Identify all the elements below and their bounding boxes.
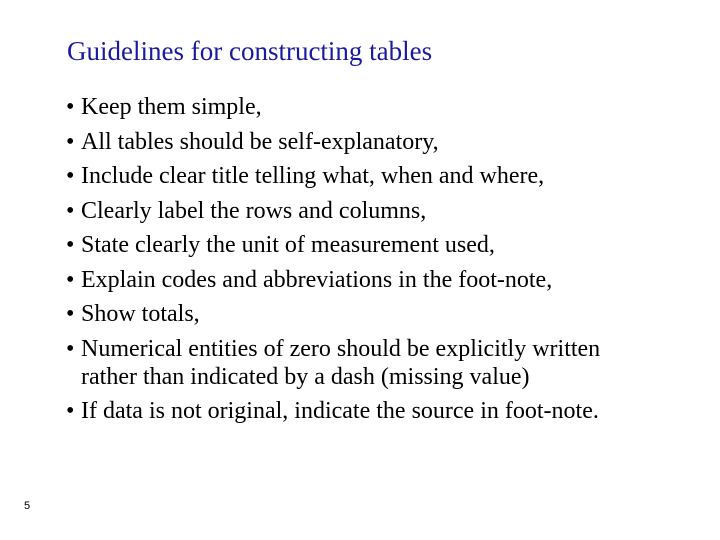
bullet-marker: • [66,266,75,293]
bullet-marker: • [66,301,75,327]
bullet-text: Numerical entities of zero should be explicitly written rather than indicated by a dash (missing value) [81,335,601,390]
bullet-marker: • [66,94,75,120]
bullet-marker: • [66,232,75,258]
bullet-text: If data is not original, indicate the source in foot-note. [81,397,599,424]
bullet-marker: • [66,335,75,362]
bullet-marker: • [66,197,75,224]
bullet-text: Clearly label the rows and columns, [81,197,427,224]
bullet-item-data-source [66,394,656,428]
bullet-marker: • [66,397,75,424]
bullet-item-explain-codes [66,263,656,298]
bullet-item-clear-title [66,159,656,194]
bullet-text: All tables should be self-explanatory, [81,128,439,155]
bullet-text: Explain codes and abbreviations in the foot-note, [81,266,553,293]
bullet-text: Keep them simple, [81,94,262,120]
bullet-marker: • [66,128,75,155]
bullet-item-label-rows-columns [66,194,656,229]
bullet-marker: • [66,163,75,189]
bullet-item-show-totals [66,297,656,332]
bullet-list [66,90,656,428]
bullet-text: State clearly the unit of measurement used, [81,232,495,258]
bullet-item-unit-of-measurement [66,228,656,263]
bullet-text: Show totals, [81,301,200,327]
bullet-item-zero-entities [66,332,656,394]
bullet-item-keep-simple [66,90,656,125]
slide-title: Guidelines for constructing tables [67,36,433,66]
bullet-item-self-explanatory [66,125,656,160]
slide-number: 5 [24,500,31,512]
bullet-text: Include clear title telling what, when and where, [81,163,545,189]
